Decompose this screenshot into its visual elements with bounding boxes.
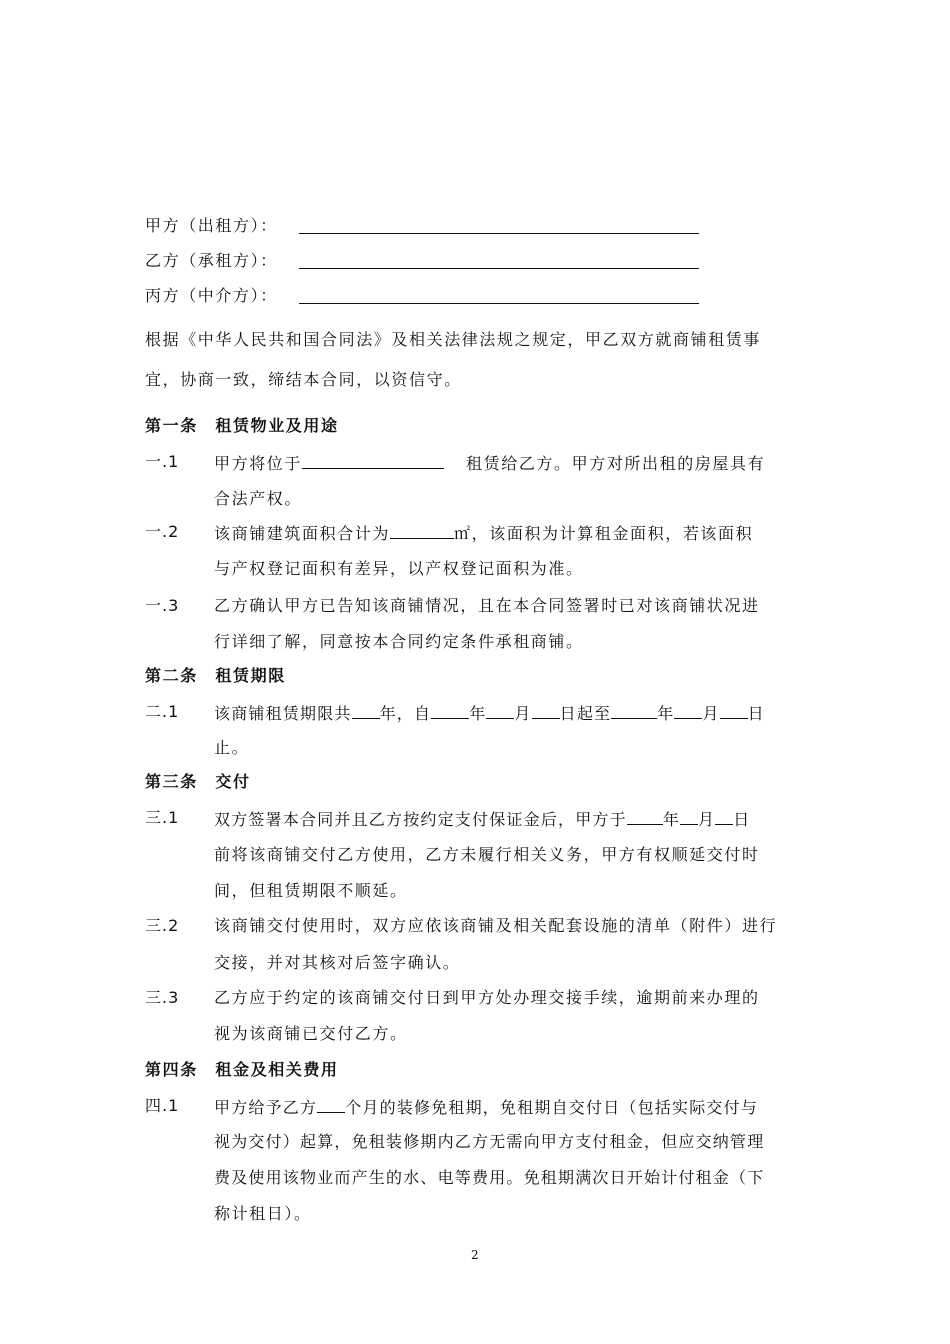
clause-3-1-line-2: 前将该商铺交付乙方使用，乙方未履行相关义务，甲方有权顺延交付时 — [214, 845, 760, 864]
clause-2-1-part-g: 月 — [702, 704, 720, 723]
clause-3-1-part-a: 双方签署本合同并且乙方按约定支付保证金后，甲方于 — [214, 810, 627, 829]
clause-4-1-part-b: 个月的装修免租期，免租期自交付日（包括实际交付与 — [345, 1098, 759, 1117]
clause-3-3-number: 三.3 — [145, 988, 180, 1007]
article-4-heading: 第四条 租金及相关费用 — [145, 1060, 339, 1079]
party-lessor-label: 甲方（出租方）： — [145, 216, 278, 235]
clause-1-2-text — [214, 522, 753, 544]
clause-1-1-text — [214, 452, 765, 474]
clause-1-1-part-b: 租赁给乙方。甲方对所出租的房屋具有 — [466, 454, 766, 473]
intro-line-2: 宜，协商一致，缔结本合同，以资信守。 — [145, 370, 462, 389]
clause-3-3-line-1: 乙方应于约定的该商铺交付日到甲方处办理交接手续，逾期前来办理的 — [214, 988, 760, 1007]
clause-1-3-number: 一.3 — [145, 596, 180, 615]
clause-2-1-part-f: 年 — [657, 704, 675, 723]
party-agent-label: 丙方（中介方）： — [145, 286, 278, 305]
page-number: 2 — [471, 1248, 479, 1262]
clause-4-1-line-3: 费及使用该物业而产生的水、电等费用。免租期满次日开始计付租金（下 — [214, 1168, 765, 1187]
clause-2-1-text — [214, 702, 765, 724]
party-lessee-blank — [299, 268, 699, 269]
location-blank — [302, 452, 444, 469]
clause-1-1-line-2: 合法产权。 — [214, 489, 303, 508]
clause-2-1-part-c: 年 — [469, 704, 487, 723]
rent-free-months-blank — [317, 1096, 345, 1113]
party-lessor-blank — [299, 233, 699, 234]
clause-4-1-part-a: 甲方给予乙方 — [214, 1098, 318, 1117]
clause-1-3-line-2: 行详细了解，同意按本合同约定条件承租商铺。 — [214, 632, 584, 651]
start-year-blank — [431, 702, 469, 719]
clause-3-1-part-d: 日 — [733, 810, 751, 829]
clause-2-1-part-h: 日 — [747, 704, 765, 723]
end-month-blank — [674, 702, 702, 719]
clause-3-2-number: 三.2 — [145, 916, 180, 935]
clause-1-1-part-a: 甲方将位于 — [214, 454, 303, 473]
article-1-heading: 第一条 租赁物业及用途 — [145, 416, 339, 435]
clause-1-2-part-b: ㎡，该面积为计算租金面积，若该面积 — [454, 524, 754, 543]
area-blank — [390, 522, 454, 539]
clause-2-1-number: 二.1 — [145, 702, 180, 721]
party-lessee-label: 乙方（承租方）： — [145, 251, 278, 270]
clause-3-2-line-2: 交接，并对其核对后签字确认。 — [214, 953, 461, 972]
clause-2-1-part-e: 日起至 — [559, 704, 612, 723]
intro-line-1: 根据《中华人民共和国合同法》及相关法律法规之规定，甲乙双方就商铺租赁事 — [145, 330, 762, 349]
clause-1-2-part-a: 该商铺建筑面积合计为 — [214, 524, 391, 543]
clause-4-1-number: 四.1 — [145, 1096, 180, 1115]
clause-4-1-line-2: 视为交付）起算，免租装修期内乙方无需向甲方支付租金，但应交纳管理 — [214, 1132, 765, 1151]
clause-3-1-part-b: 年 — [662, 810, 681, 829]
delivery-day-blank — [715, 808, 733, 825]
end-year-blank — [611, 702, 657, 719]
clause-1-2-line-2: 与产权登记面积有差异，以产权登记面积为准。 — [214, 559, 584, 578]
clause-4-1-text — [214, 1096, 758, 1118]
clause-1-1-number: 一.1 — [145, 452, 180, 471]
clause-2-1-line-2: 止。 — [214, 738, 250, 757]
start-day-blank — [532, 702, 560, 719]
clause-3-1-number: 三.1 — [145, 808, 180, 827]
party-agent-blank — [299, 303, 699, 304]
clause-2-1-part-b: 年，自 — [379, 704, 432, 723]
clause-4-1-line-4: 称计租日）。 — [214, 1204, 312, 1223]
delivery-year-blank — [627, 808, 663, 825]
clause-3-1-line-3: 间，但租赁期限不顺延。 — [214, 881, 408, 900]
clause-3-1-text — [214, 808, 750, 830]
clause-1-3-line-1: 乙方确认甲方已告知该商铺情况，且在本合同签署时已对该商铺状况进 — [214, 596, 760, 615]
clause-2-1-part-a: 该商铺租赁期限共 — [214, 704, 352, 723]
clause-1-2-number: 一.2 — [145, 522, 180, 541]
clause-3-3-line-2: 视为该商铺已交付乙方。 — [214, 1024, 408, 1043]
clause-3-2-line-1: 该商铺交付使用时，双方应依该商铺及相关配套设施的清单（附件）进行 — [214, 916, 778, 935]
clause-2-1-part-d: 月 — [514, 704, 532, 723]
end-day-blank — [720, 702, 748, 719]
term-years-blank — [352, 702, 380, 719]
clause-3-1-part-c: 月 — [698, 810, 716, 829]
delivery-month-blank — [680, 808, 698, 825]
start-month-blank — [486, 702, 514, 719]
article-2-heading: 第二条 租赁期限 — [145, 666, 286, 685]
article-3-heading: 第三条 交付 — [145, 772, 251, 791]
